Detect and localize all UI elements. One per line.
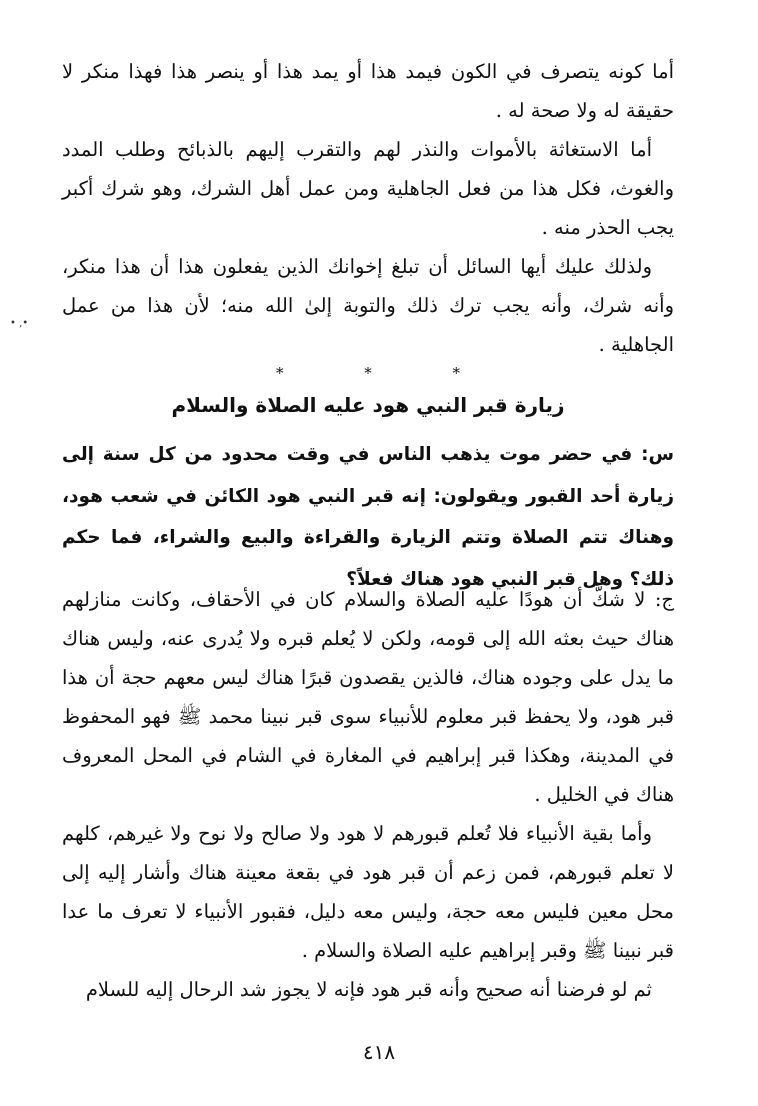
paragraph: أما كونه يتصرف في الكون فيمد هذا أو يمد هذا أو ينصر هذا فهذا منكر لا حقيقة له ولا صحة له . (62, 60, 674, 122)
section-divider: * * * (275, 364, 499, 382)
question-text: س: في حضر موت يذهب الناس في وقت محدود من كل سنة إلى زيارة أحد القبور ويقولون: إنه قبر النبي هود الكائن في شعب هود، وهناك تتم الصلاة وتتم الزيارة والقراءة والبيع والشراء، فما حكم ذلك؟ وهل قبر النبي هود هناك فعلاً؟ (62, 444, 674, 590)
paragraph: أما الاستغاثة بالأموات والنذر لهم والتقرب إليهم بالذبائح وطلب المدد والغوث، فكل هذا من فعل الجاهلية ومن عمل أهل الشرك، وهو شرك أكبر يجب الحذر منه . (62, 138, 674, 239)
paragraph: ج: لا شكَّ أن هودًا عليه الصلاة والسلام كان في الأحقاف، وكانت منازلهم هناك حيث بعثه الله إلى قومه، ولكن لا يُعلم قبره ولا يُدرى عنه، وليس هناك ما يدل على وجوده هناك، فالذين يقصدون قبرًا هناك ليس معهم حجة أن هذا قبر هود، ولا يحفظ قبر معلوم للأنبياء سوى قبر نبينا محمد ﷺ فهو المحفوظ في المدينة، وهكذا قبر إبراهيم في المغارة في الشام في المحل المعروف هناك في الخليل . (62, 588, 674, 806)
page-number: ٤١٨ (362, 1040, 396, 1064)
paragraph: وأما بقية الأنبياء فلا تُعلم قبورهم لا هود ولا صالح ولا نوح ولا غيرهم، كلهم لا تعلم قبورهم، فمن زعم أن قبر هود في بقعة معينة هناك وأشار إليه إلى محل معين فليس معه حجة، وليس معه دليل، فقبور الأنبياء لا تعرف ما عدا قبر نبينا ﷺ وقبر إبراهيم عليه الصلاة والسلام . (62, 822, 674, 962)
opening-paragraphs (62, 52, 674, 364)
scan-specks: • ‚• (10, 318, 29, 329)
paragraph: ثم لو فرضنا أنه صحيح وأنه قبر هود فإنه لا يجوز شد الرحال إليه للسلام (85, 978, 652, 1001)
paragraph: ولذلك عليك أيها السائل أن تبلغ إخوانك الذين يفعلون هذا أن هذا منكر، وأنه شرك، وأنه يجب ترك ذلك والتوبة إلىٰ الله منه؛ لأن هذا من عمل الجاهلية . (62, 255, 674, 356)
answer-paragraphs (62, 580, 674, 1009)
question-paragraph (62, 434, 674, 600)
section-heading: زيارة قبر النبي هود عليه الصلاة والسلام (171, 393, 565, 417)
